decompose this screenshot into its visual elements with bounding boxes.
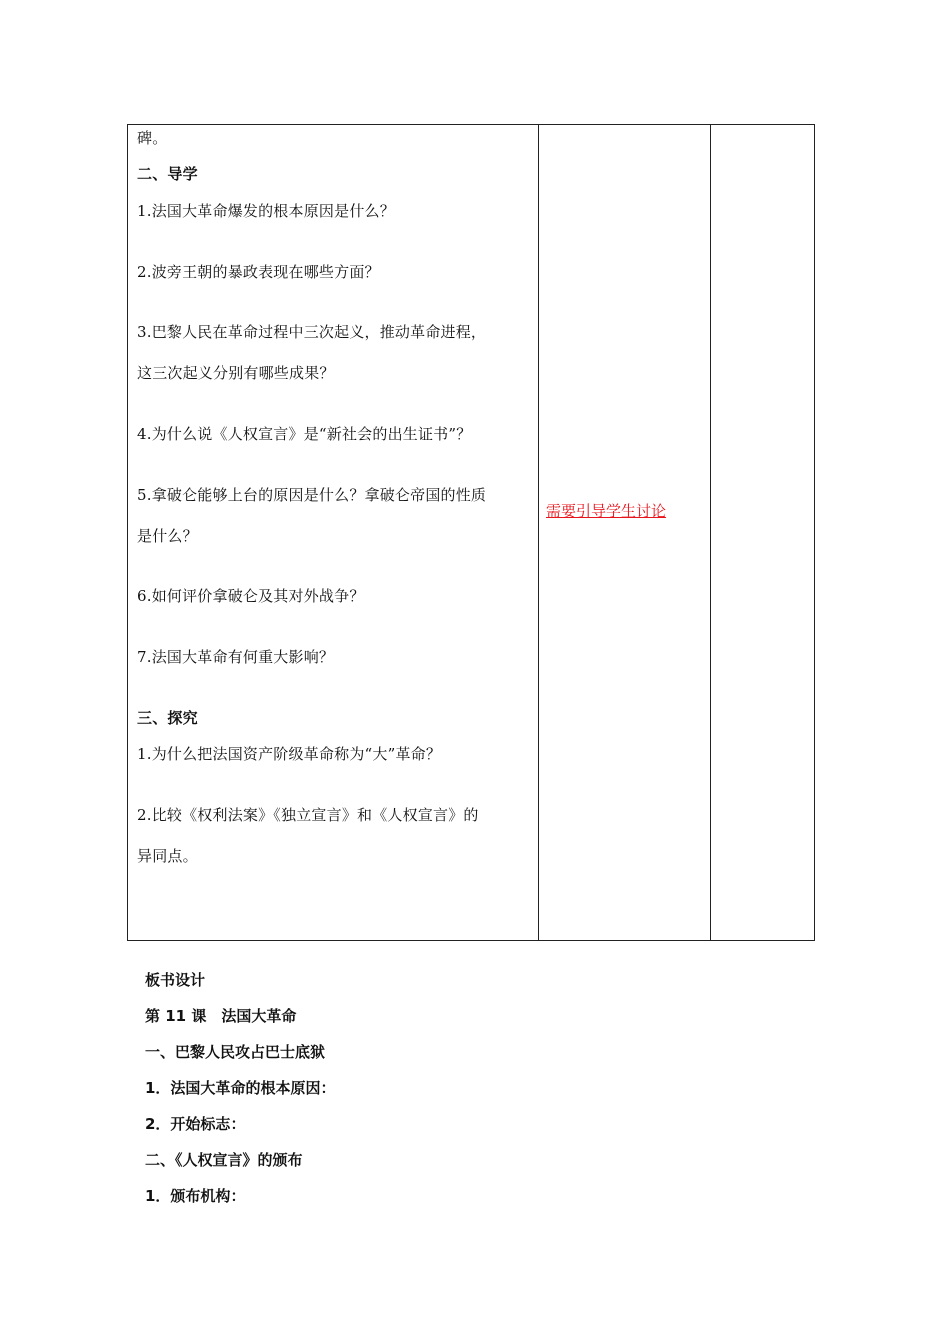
board-line: 1．法国大革命的根本原因：	[145, 1079, 336, 1097]
table-line: 碑。	[137, 129, 168, 147]
question-5-line-1: 5.拿破仑能够上台的原因是什么？拿破仑帝国的性质	[137, 486, 487, 504]
question-5-line-2: 是什么？	[137, 527, 198, 545]
board-design-title: 板书设计	[145, 971, 206, 989]
board-line: 2．开始标志：	[145, 1115, 246, 1133]
lesson-table	[127, 124, 815, 941]
board-line: 1．颁布机构：	[145, 1187, 246, 1205]
table-column-divider	[538, 125, 539, 940]
section-heading-guided-study: 二、导学	[137, 165, 198, 183]
board-line: 一、巴黎人民攻占巴士底狱	[145, 1043, 326, 1061]
teacher-note: 需要引导学生讨论	[546, 502, 667, 520]
inquiry-question-2-line-1: 2.比较《权利法案》《独立宣言》和《人权宣言》的	[137, 806, 479, 824]
inquiry-question-1: 1.为什么把法国资产阶级革命称为“大”革命？	[137, 745, 442, 763]
question-7: 7.法国大革命有何重大影响？	[137, 648, 335, 666]
question-6: 6.如何评价拿破仑及其对外战争？	[137, 587, 365, 605]
question-2: 2.波旁王朝的暴政表现在哪些方面？	[137, 263, 380, 281]
question-3-line-1: 3.巴黎人民在革命过程中三次起义，推动革命进程，	[137, 323, 487, 341]
question-1: 1.法国大革命爆发的根本原因是什么？	[137, 202, 395, 220]
table-column-divider	[710, 125, 711, 940]
board-line: 二、《人权宣言》的颁布	[145, 1151, 303, 1169]
question-3-line-2: 这三次起义分别有哪些成果？	[137, 364, 335, 382]
section-heading-inquiry: 三、探究	[137, 709, 198, 727]
board-lesson-title: 第 11 课 法国大革命	[145, 1007, 297, 1025]
inquiry-question-2-line-2: 异同点。	[137, 847, 198, 865]
question-4: 4.为什么说《人权宣言》是“新社会的出生证书”？	[137, 425, 472, 443]
